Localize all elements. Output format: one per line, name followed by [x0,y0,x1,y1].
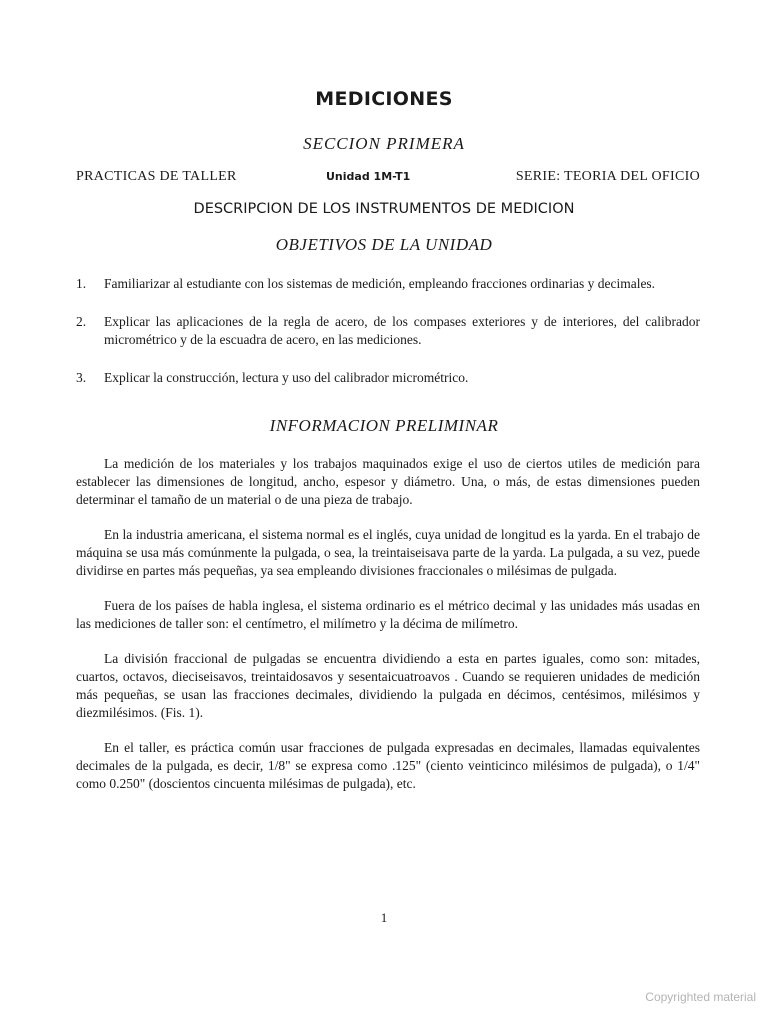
meta-course: PRACTICAS DE TALLER [76,169,237,184]
objective-number: 1. [76,276,87,291]
objective-number: 3. [76,370,87,385]
objective-text: Explicar las aplicaciones de la regla de acero, de los compases exteriores y de interiores, del calibrador micrométrico y de la escuadra de acero, en las mediciones. [104,314,700,347]
list-item [76,369,700,387]
paragraph: La división fraccional de pulgadas se encuentra dividiendo a esta en partes iguales, como son: mitades, cuartos, octavos, dieciseisavos, treintaidosavos y sesentaicuatroavos . Cuando se requieren unidades de medición más pequeñas, se usan las fracciones decimales, dividiendo la pulgada en décimos, centésimos, milésimos y diezmilésimos. (Fis. 1). [76,651,700,720]
objective-text: Explicar la construcción, lectura y uso del calibrador micrométrico. [104,370,469,385]
objectives-list [76,275,700,387]
objective-text: Familiarizar al estudiante con los sistemas de medición, empleando fracciones ordinarias y decimales. [104,276,656,291]
list-item [76,313,700,349]
objective-number: 2. [76,314,87,329]
meta-unit: Unidad 1M-T1 [326,170,411,183]
paragraph: La medición de los materiales y los trabajos maquinados exige el uso de ciertos utiles de medición para establecer las dimensiones de longitud, ancho, espesor y diámetro. Una, o más, de estas dimensiones pueden determinar el tamaño de un material o de una pieza de trabajo. [76,456,700,507]
page-title: MEDICIONES [315,88,453,110]
copyright-watermark: Copyrighted material [645,990,756,1004]
document-subtitle: DESCRIPCION DE LOS INSTRUMENTOS DE MEDICION [193,201,575,217]
unit-meta-line [76,169,700,189]
meta-series: SERIE: TEORIA DEL OFICIO [515,169,700,184]
body-text [76,455,700,810]
paragraph: En la industria americana, el sistema normal es el inglés, cuya unidad de longitud es la yarda. En el trabajo de máquina se usa más comúnmente la pulgada, o sea, la treintaiseisava parte de la yarda. La pulgada, a su vez, puede dividirse en partes más pequeñas, ya sea empleando divisiones fraccionales o milésimas de pulgada. [76,527,700,578]
paragraph: Fuera de los países de habla inglesa, el sistema ordinario es el métrico decimal y las unidades más usadas en las mediciones de taller son: el centímetro, el milímetro y la décima de milímetro. [76,598,700,631]
section-heading: SECCION PRIMERA [303,134,465,153]
info-heading: INFORMACION PRELIMINAR [269,416,499,435]
objectives-heading: OBJETIVOS DE LA UNIDAD [275,235,493,254]
list-item [76,275,700,293]
paragraph: En el taller, es práctica común usar fracciones de pulgada expresadas en decimales, llamadas equivalentes decimales de la pulgada, es decir, 1/8" se expresa como .125" (ciento veinticinco milésimos de pulgada), o 1/4" como 0.250" (doscientos cincuenta milésimas de pulgada), etc. [76,740,700,791]
page-number: 1 [380,910,388,925]
